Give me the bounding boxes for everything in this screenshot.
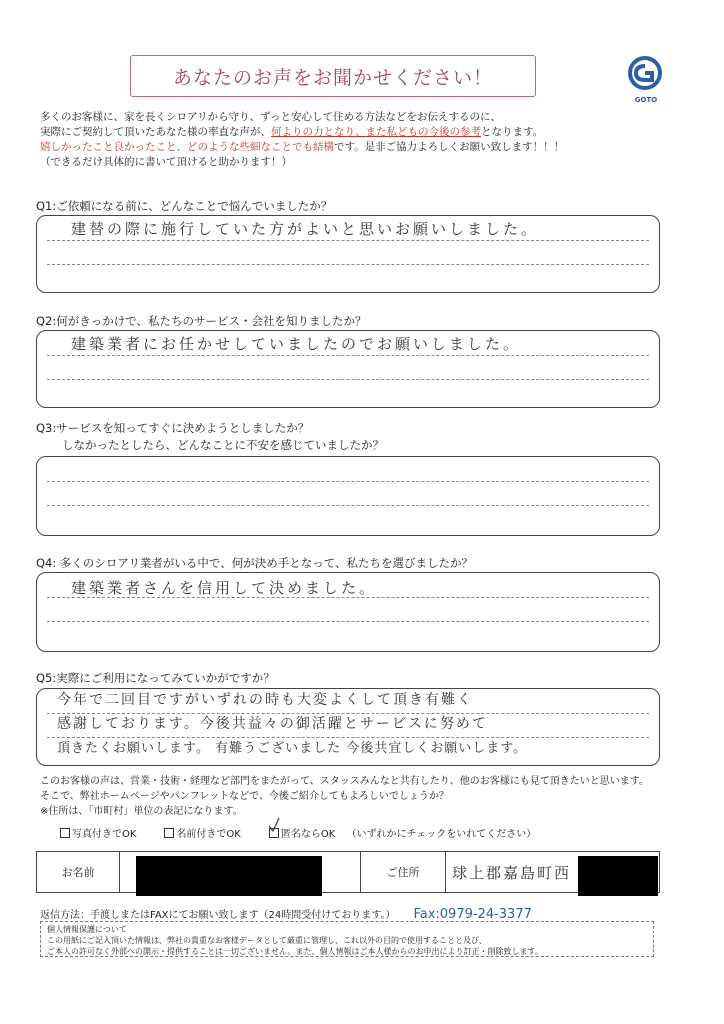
address-redaction xyxy=(578,856,658,896)
fax-number: Fax:0979-24-3377 xyxy=(413,907,532,922)
q4-answer: 建築業者さんを信用して決めました。 xyxy=(71,579,378,597)
q5-label: Q5:実際にご利用になってみていかがですか？ xyxy=(36,671,275,685)
answer-rule xyxy=(47,379,649,380)
return-method-label: 返信方法： xyxy=(40,910,90,921)
q5-answer-line3: 頂きたくお願いします。 有難うございました 今後共宜しくお願いします。 xyxy=(57,741,528,756)
intro-line xyxy=(40,140,690,155)
intro-text-segment: となります。 xyxy=(481,126,544,138)
q2-answer: 建築業者にお任かせしていましたのでお願いしました。 xyxy=(71,335,522,353)
answer-rule xyxy=(47,481,649,482)
consent-photo-checkbox[interactable] xyxy=(60,825,136,840)
checkbox-icon xyxy=(164,828,174,838)
consent-options xyxy=(60,825,536,840)
q2-label: Q2:何がきっかけで、私たちのサービス・会社を知りましたか？ xyxy=(36,314,367,328)
address-value: 球上郡嘉島町西 xyxy=(452,863,572,882)
q3-label-line2: しなかったとしたら、どんなことに不安を感じていましたか？ xyxy=(62,438,384,452)
address-label: ご住所 xyxy=(361,852,446,892)
answer-rule xyxy=(47,621,649,622)
privacy-line: この用紙にご記入頂いた情報は、弊社の貴重なお客様データとして厳重に管理し、これ以外の目的で使用することと及び、 xyxy=(47,936,487,945)
publish-note-2: そこで、弊社ホームページやパンフレットなどで、今後ご紹介してもよろしいでしょうか？ xyxy=(40,791,449,802)
name-redaction xyxy=(136,856,322,896)
intro-line: 多くのお客様に、家を長くシロアリから守り、ずっと安心して住める方法などをお伝えするのに、 xyxy=(40,111,501,123)
intro-text-segment: 実際にご契約して頂いたあなた様の率直な声が、 xyxy=(40,126,271,138)
q1-answer: 建替の際に施行していた方がよいと思いお願いしました。 xyxy=(71,220,540,238)
intro-text xyxy=(40,110,690,170)
q1-label: Q1:ご依頼になる前に、どんなことで悩んでいましたか？ xyxy=(36,199,333,213)
answer-rule xyxy=(47,355,649,356)
return-info xyxy=(40,906,532,922)
name-label: お名前 xyxy=(37,852,120,892)
q4-label: Q4: 多くのシロアリ業者がいる中で、何が決め手となって、私たちを選びましたか？ xyxy=(36,556,473,570)
answer-rule xyxy=(47,505,649,506)
survey-title: あなたのお声をお聞かせください！ xyxy=(130,55,536,97)
checkbox-icon xyxy=(60,828,70,838)
publish-note-3: ※住所は、「市町村」単位の表記になります。 xyxy=(40,806,243,817)
q5-answer-box[interactable] xyxy=(36,688,660,766)
privacy-line: ご本人の許可なく外部への開示・提供することは一切ございません。また、個人情報はご本人様からのお申出により訂正・削除致します。 xyxy=(47,947,543,956)
consent-photo-label: 写真付きでOK xyxy=(72,829,137,840)
answer-rule xyxy=(47,240,649,241)
q3-label: Q3:サービスを知ってすぐに決めようとしましたか？ xyxy=(36,421,310,435)
consent-name-checkbox[interactable] xyxy=(164,825,240,840)
return-method-text: 手渡しまたはFAXにてお願い致します（24時間受付けております。） xyxy=(90,910,396,921)
customer-info-table xyxy=(36,851,660,893)
intro-line xyxy=(40,125,690,140)
q1-answer-box[interactable] xyxy=(36,215,660,293)
consent-name-label: 名前付きでOK xyxy=(176,829,241,840)
consent-anonymous-checkbox[interactable] xyxy=(269,825,536,840)
q2-answer-box[interactable] xyxy=(36,330,660,408)
intro-highlight: 嬉しかったこと良かったこと、どのような些細なことでも結構 xyxy=(40,141,334,153)
privacy-notice xyxy=(40,921,654,957)
intro-line: （できるだけ具体的に書いて頂けると助かります！） xyxy=(40,156,292,168)
q4-answer-box[interactable] xyxy=(36,572,660,652)
answer-rule xyxy=(47,264,649,265)
privacy-title: 個人情報保護について xyxy=(47,925,127,934)
intro-highlight: 何よりの力となり、また私どもの今後の参考 xyxy=(271,126,481,138)
checkmark-icon xyxy=(267,817,281,833)
q5-answer-line2: 感謝しております。今後共益々の御活躍とサービスに努めて xyxy=(57,716,488,732)
consent-anonymous-label: 匿名ならOK xyxy=(280,829,336,840)
publish-note-1: このお客様の声は、営業・技術・経理など部門をまたがって、スタッスみんなと共有したり、他のお客様にも見て頂きたいと思います。 xyxy=(40,776,649,787)
q5-answer-line1: 今年で二回目ですがいずれの時も大変よくして頂き有難く xyxy=(57,692,473,708)
logo-text: GOTO xyxy=(634,96,658,104)
intro-text-segment: です。是非ご協力よろしくお願い致します！！！ xyxy=(334,141,565,153)
q3-answer-box[interactable] xyxy=(36,456,660,536)
consent-instruction: （いずれかにチェックをいれてください） xyxy=(346,829,537,840)
